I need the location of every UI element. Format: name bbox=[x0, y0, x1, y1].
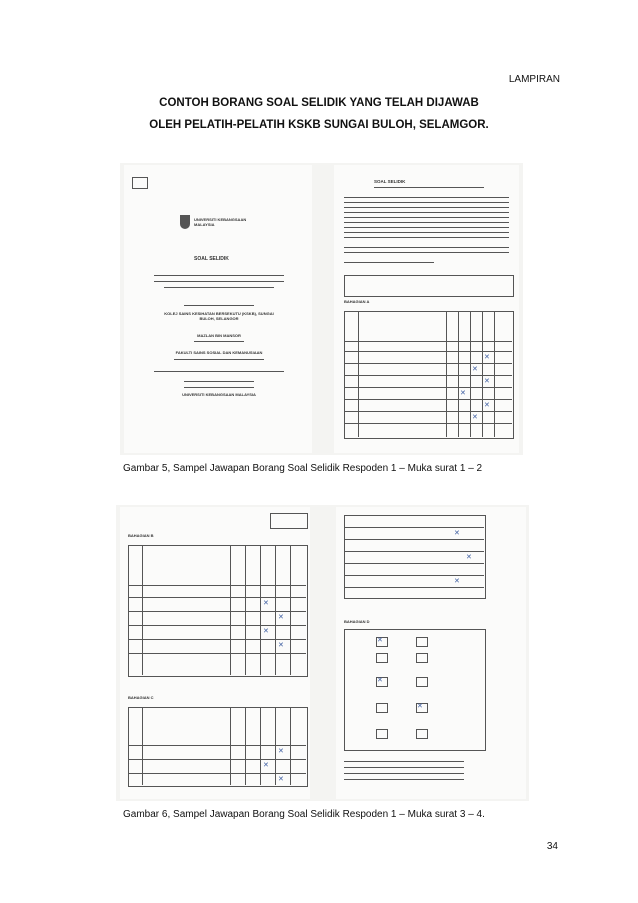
figure-5-caption: Gambar 5, Sampel Jawapan Borang Soal Selidik Respoden 1 – Muka surat 1 – 2 bbox=[123, 463, 483, 474]
scanned-page-1: UNIVERSITI KEBANGSAAN MALAYSIA SOAL SELIDIK KOLEJ SAINS KESIHATAN BERSEKUTU (KSKB), SUNGAI BULOH, SELANGOR MAZLAN BIN MANSOR FAKULTI SAINS SOSIAL DAN KEMANUSIAAN UNIVERSITI KEBANGSAAN MALAYSIA bbox=[124, 165, 312, 453]
scanned-page-3: BAHAGIAN B ✕ ✕ ✕ ✕ BAHAGIAN C ✕ ✕ ✕ bbox=[120, 507, 310, 799]
scanned-form-pages-1-2 bbox=[120, 163, 523, 455]
header-lampiran: LAMPIRAN bbox=[508, 74, 560, 85]
university-logo-icon bbox=[180, 215, 190, 229]
scanned-form-pages-3-4 bbox=[116, 505, 529, 801]
scanned-page-4: ✕ ✕ ✕ BAHAGIAN D ✕ ✕ ✕ bbox=[336, 507, 526, 799]
document-title-line-1: CONTOH BORANG SOAL SELIDIK YANG TELAH DIJAWAB bbox=[159, 97, 479, 109]
figure-6-caption: Gambar 6, Sampel Jawapan Borang Soal Selidik Respoden 1 – Muka surat 3 – 4. bbox=[123, 809, 485, 820]
document-title-line-2: OLEH PELATIH-PELATIH KSKB SUNGAI BULOH, SELAMGOR. bbox=[149, 119, 489, 131]
scanned-page-2: SOAL SELIDIK BAHAGIAN A ✕ ✕ ✕ ✕ ✕ ✕ bbox=[334, 165, 519, 453]
page-number: 34 bbox=[546, 841, 558, 852]
